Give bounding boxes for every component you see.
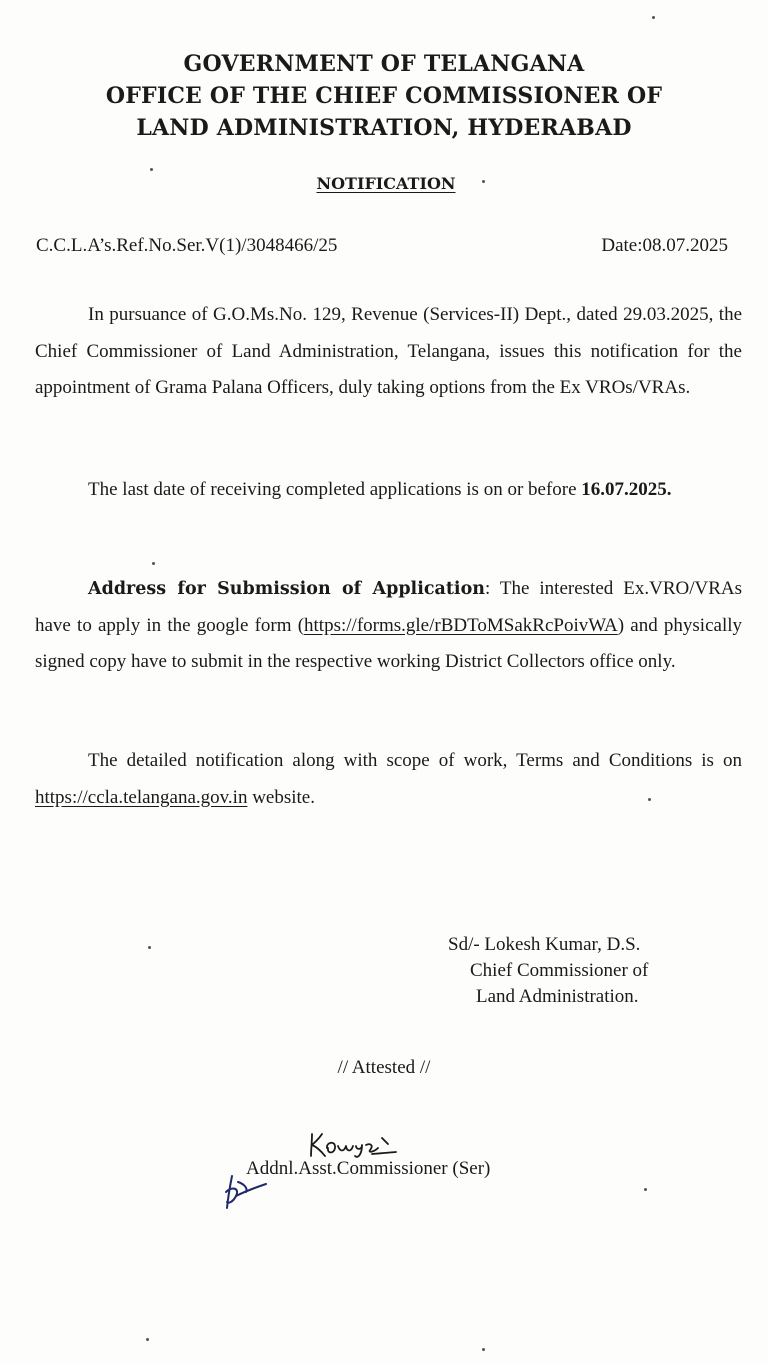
reference-number: C.C.L.A’s.Ref.No.Ser.V(1)/3048466/25 [36, 235, 338, 256]
detailed-text-after-link: website. [247, 786, 315, 808]
signatory-block [448, 932, 648, 1010]
speck [644, 1188, 647, 1191]
speck [482, 1348, 485, 1351]
submission-heading: Address for Submission of Application [88, 579, 485, 599]
paragraph-submission-address [35, 571, 742, 681]
attesting-officer-designation: Addnl.Asst.Commissioner (Ser) [246, 1158, 491, 1179]
notification-date: Date:08.07.2025 [601, 235, 728, 256]
notification-heading [0, 172, 768, 196]
speck [148, 946, 151, 949]
paragraph-last-date [35, 472, 742, 509]
last-date-value: 16.07.2025. [581, 479, 672, 500]
paragraph-last-date-text: The last date of receiving completed applications is on or before [88, 479, 577, 500]
submission-text-after-link: ) and physically signed copy have to submit in the respective working District Collectors office only. [35, 614, 742, 672]
speck [146, 1338, 149, 1341]
ccla-website-link[interactable]: https://ccla.telangana.gov.in [35, 786, 248, 808]
paragraph-pursuance-text: In pursuance of G.O.Ms.No. 129, Revenue (Services-II) Dept., dated 29.03.2025, the Chief Commissioner of Land Administration, Telangana, issues this notification for the appointment of Grama Palana Officers, duly taking options from the Ex VROs/VRAs. [35, 304, 742, 398]
letterhead [0, 48, 768, 144]
speck [482, 180, 485, 183]
speck [152, 562, 155, 565]
signatory-department: Land Administration. [476, 986, 639, 1007]
speck [150, 168, 153, 171]
signatory-designation: Chief Commissioner of [470, 960, 649, 981]
letterhead-line-department: LAND ADMINISTRATION, HYDERABAD [136, 115, 632, 141]
letterhead-line-government: GOVERNMENT OF TELANGANA [183, 51, 585, 77]
attested-label: // Attested // [337, 1057, 431, 1078]
speck [652, 16, 655, 19]
detailed-text-before-link: The detailed notification along with scope of work, Terms and Conditions is on [88, 750, 742, 771]
signatory-name: Sd/- Lokesh Kumar, D.S. [448, 934, 641, 955]
paragraph-detailed-notification [35, 743, 742, 816]
speck [648, 798, 651, 801]
letterhead-line-office: OFFICE OF THE CHIEF COMMISSIONER OF [105, 83, 663, 109]
google-form-link[interactable]: https://forms.gle/rBDToMSakRcPoivWA [304, 614, 618, 636]
paragraph-pursuance [35, 297, 742, 407]
notification-heading-text: NOTIFICATION [316, 174, 456, 193]
submission-colon: : [484, 578, 491, 599]
submission-text-before-link: The interested Ex.VRO/VRAs have to apply in the google form ( [35, 578, 742, 636]
